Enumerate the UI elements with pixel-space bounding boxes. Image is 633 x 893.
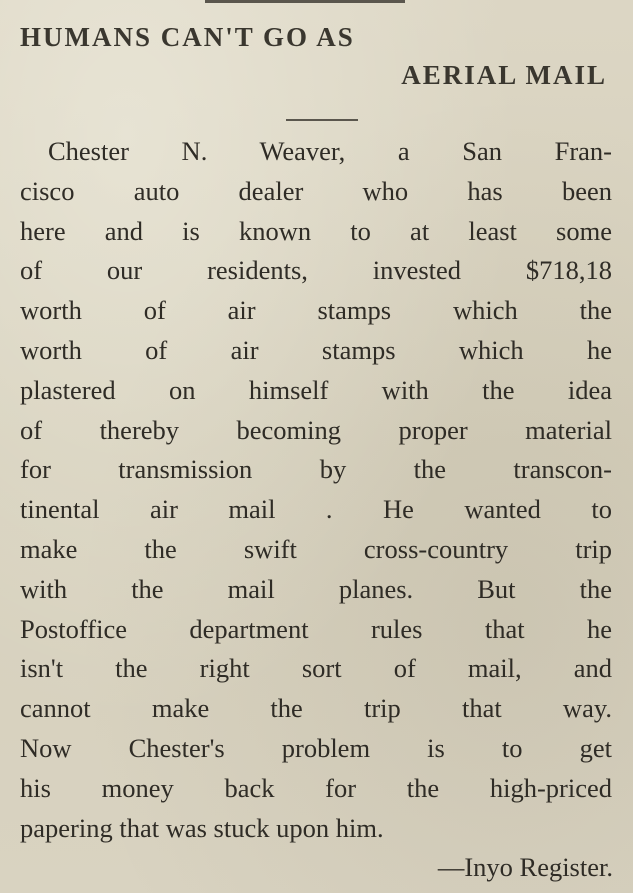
article-line: of our residents, invested $718,18 [20, 255, 612, 286]
headline-line-1: HUMANS CAN'T GO AS [20, 22, 355, 52]
article-line: Chester N. Weaver, a San Fran- [48, 136, 612, 166]
article-line: here and is known to at least some [20, 215, 612, 246]
article-line: plastered on himself with the idea [20, 374, 612, 405]
article-line: worth of air stamps which the [20, 295, 612, 326]
article-line: Postoffice department rules that he [20, 613, 612, 644]
article-line: his money back for the high-priced [20, 772, 612, 803]
article-line: papering that was stuck upon him. [20, 812, 384, 843]
source-credit: —Inyo Register. [437, 852, 613, 882]
article-line: with the mail planes. But the [20, 573, 612, 604]
article-line: Now Chester's problem is to get [20, 732, 612, 763]
top-rule [205, 0, 405, 3]
article-body [20, 132, 612, 848]
article-line: for transmission by the transcon- [20, 454, 612, 485]
article-line: isn't the right sort of mail, and [20, 653, 612, 684]
article-line: cisco auto dealer who has been [20, 175, 612, 206]
article-line: tinental air mail . He wanted to [20, 494, 612, 525]
headline-divider [286, 119, 358, 121]
article-line: of thereby becoming proper material [20, 414, 612, 445]
article-line: cannot make the trip that way. [20, 693, 612, 724]
article-line: make the swift cross-country trip [20, 533, 612, 564]
article-line: worth of air stamps which he [20, 334, 612, 365]
headline-line-2: AERIAL MAIL [401, 60, 607, 90]
